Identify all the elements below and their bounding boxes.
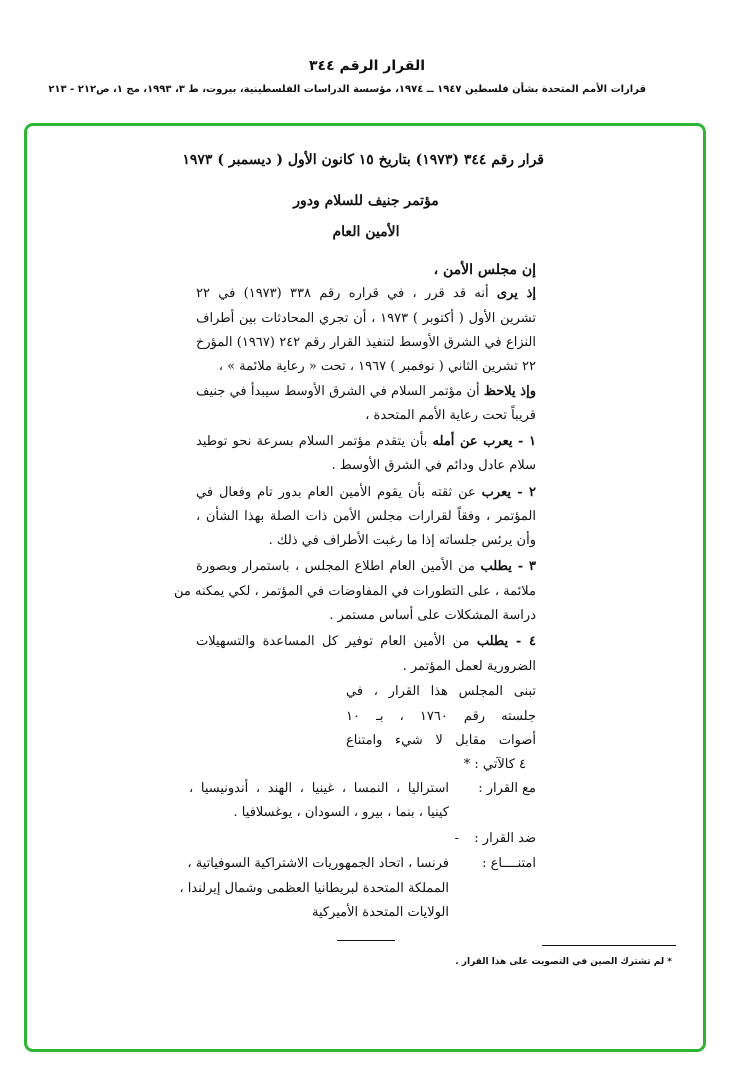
votes-abstain-label: امتنــــاع : <box>482 856 536 871</box>
item3-lead: ٣ - يطلب <box>480 559 536 574</box>
p1-lead: إذ يرى <box>496 286 536 301</box>
item4-lead: ٤ - يطلب <box>476 634 536 649</box>
votes-abstain-line2: المملكة المتحدة لبريطانيا العظمى وشمال إيرلندا ، <box>179 881 449 896</box>
votes-for-line2: كينيا ، بنما ، بيرو ، السودان ، يوغسلافيا . <box>233 805 449 820</box>
item4-line1: ٤ - يطلب من الأمين العام توفير كل المساعدة والتسهيلات <box>196 634 536 649</box>
item3-line1: ٣ - يطلب من الأمين العام اطلاع المجلس ، باستمرار وبصورة <box>196 559 536 574</box>
adoption-line4: ٤ كالآتي : * <box>463 757 526 772</box>
p1-line3: النزاع في الشرق الأوسط لتنفيذ القرار رقم ٢٤٢ (١٩٦٧) المؤرخ <box>196 335 536 350</box>
document-title: القرار الرقم ٣٤٤ <box>309 58 425 74</box>
votes-for-label: مع القرار : <box>478 781 536 796</box>
p1-line2: تشرين الأول ( أكتوبر ) ١٩٧٣ ، أن تجري المحادثات بين أطراف <box>196 311 537 326</box>
p1-line1: إذ يرى أنه قد قرر ، في قراره رقم ٣٣٨ (١٩٧٣) في ٢٢ <box>196 286 536 301</box>
item4-line2: الضرورية لعمل المؤتمر . <box>402 659 536 674</box>
item3-line3: دراسة المشكلات على أساس مستمر . <box>329 608 536 623</box>
item1-lead: ١ - يعرب عن أمله <box>432 434 536 449</box>
item3-line2: ملائمة ، على التطورات في المفاوضات في المؤتمر ، لكي يمكنه من <box>174 584 536 599</box>
resolution-subject-line2: الأمين العام <box>332 224 400 240</box>
adoption-line2: جلسته رقم ١٧٦٠ ، بـ ١٠ <box>346 709 536 724</box>
item2-line2: المؤتمر ، وفقاً لقرارات مجلس الأمن ذات الصلة بهذا الشأن ، <box>196 509 536 524</box>
adoption-line1: تبنى المجلس هذا القرار ، في <box>346 684 536 699</box>
item1-line2: سلام عادل ودائم في الشرق الأوسط . <box>331 458 536 473</box>
resolution-opening: إن مجلس الأمن ، <box>433 262 536 278</box>
footnote-rule <box>542 945 676 946</box>
p1-line4: ٢٢ تشرين الثاني ( نوفمبر ) ١٩٦٧ ، تحت « رعاية ملائمة » ، <box>218 359 536 374</box>
votes-against-label: ضد القرار : <box>474 831 536 846</box>
adoption-line3: أصوات مقابل لا شيء وامتناع <box>346 733 536 748</box>
item1-line1: ١ - يعرب عن أمله بأن يتقدم مؤتمر السلام بسرعة نحو توطيد <box>196 434 536 449</box>
resolution-header: قرار رقم ٣٤٤ (١٩٧٣) بتاريخ ١٥ كانون الأول ( ديسمبر ) ١٩٧٣ <box>182 152 544 168</box>
footnote: * لم تشترك الصين في التصويت على هذا القرار . <box>455 957 672 967</box>
p2-line1: وإذ يلاحظ أن مؤتمر السلام في الشرق الأوسط سيبدأ في جنيف <box>196 384 536 399</box>
votes-against-value: - <box>454 831 459 846</box>
item2-line1: ٢ - يعرب عن ثقته بأن يقوم الأمين العام بدور تام وفعال في <box>196 485 536 500</box>
votes-abstain-line1: فرنسا ، اتحاد الجمهوريات الاشتراكية السوفياتية ، <box>187 856 449 871</box>
item2-line3: وأن يرئس جلساته إذا ما رغبت الأطراف في ذلك . <box>268 533 536 548</box>
resolution-subject-line1: مؤتمر جنيف للسلام ودور <box>293 193 439 209</box>
document-source: قرارات الأمم المتحدة بشأن فلسطين ١٩٤٧ ــ ١٩٧٤، مؤسسة الدراسات الفلسطينية، بيروت، ط ٣، ١٩٩٣، مج ١، ص٢١٢ - ٢١٣ <box>48 84 646 95</box>
votes-abstain-line3: الولايات المتحدة الأميركية <box>312 905 449 920</box>
p2-lead: وإذ يلاحظ <box>483 384 536 399</box>
votes-for-line1: استراليا ، النمسا ، غينيا ، الهند ، أندونيسيا ، <box>189 781 449 796</box>
section-separator <box>337 940 395 941</box>
p2-line2: قريباً تحت رعاية الأمم المتحدة ، <box>365 408 536 423</box>
item2-lead: ٢ - يعرب <box>481 485 536 500</box>
